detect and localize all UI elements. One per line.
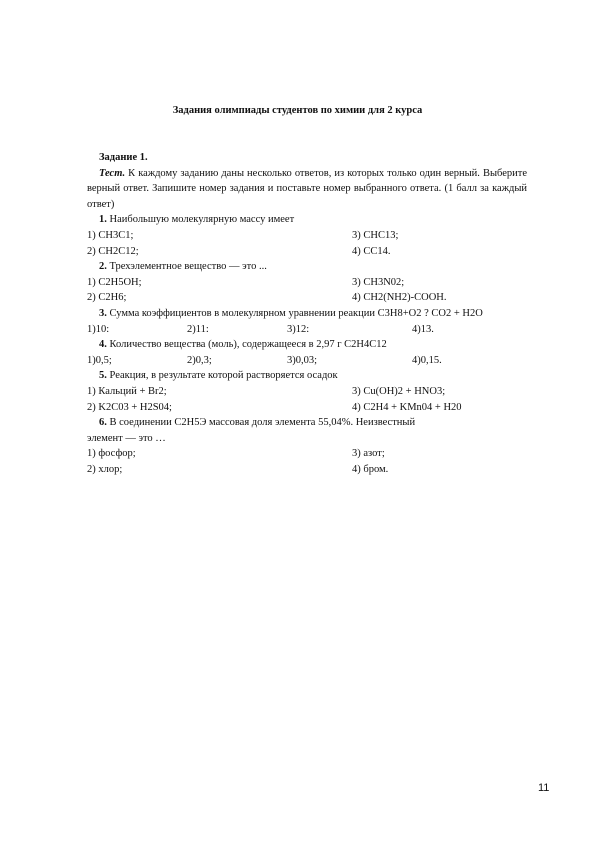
- answer-option: 2) CH2C12;: [87, 245, 139, 257]
- answer-option: 3) CH3N02;: [352, 276, 405, 288]
- answer-row: [87, 244, 527, 260]
- question-6: [87, 415, 527, 431]
- answer-row: [87, 446, 527, 462]
- answer-option: 2)11:: [187, 323, 209, 335]
- answer-row: [87, 322, 527, 338]
- answer-option: 3) азот;: [352, 448, 385, 460]
- intro-lead: Тест.: [99, 167, 126, 179]
- question-1: [87, 212, 527, 228]
- question-number: 5.: [99, 370, 107, 382]
- answer-option: 4) бром.: [352, 463, 389, 475]
- task-intro: [87, 166, 527, 213]
- answer-row: [87, 275, 527, 291]
- answer-row: [87, 228, 527, 244]
- answer-row: [87, 462, 527, 478]
- answer-option: 4)0,15.: [412, 354, 442, 366]
- answer-option: 1) фосфор;: [87, 448, 136, 460]
- answer-option: 2) хлор;: [87, 463, 123, 475]
- question-4: [87, 337, 527, 353]
- answer-option: 1)0,5;: [87, 354, 112, 366]
- answer-option: 2)0,3;: [187, 354, 212, 366]
- answer-option: 3) CHC13;: [352, 229, 399, 241]
- answer-row: [87, 384, 527, 400]
- question-number: 1.: [99, 214, 107, 226]
- question-number: 4.: [99, 339, 107, 351]
- answer-row: [87, 353, 527, 369]
- answer-row: [87, 290, 527, 306]
- answer-option: 4)13.: [412, 323, 434, 335]
- question-text: Сумма коэффициентов в молекулярном уравнении реакции C3H8+O2 ? CO2 + H2O: [106, 307, 483, 319]
- question-text-continued: элемент — это …: [87, 432, 166, 444]
- answer-option: 4) CH2(NH2)-COOH.: [352, 292, 447, 304]
- document-body: [87, 150, 527, 477]
- question-2: [87, 259, 527, 275]
- question-number: 2.: [99, 261, 107, 273]
- answer-option: 3)12:: [287, 323, 310, 335]
- question-text: Наибольшую молекулярную массу имеет: [106, 214, 295, 226]
- answer-option: 1) CH3C1;: [87, 229, 134, 241]
- answer-option: 3)0,03;: [287, 354, 318, 366]
- answer-option: 1) Кальций + Br2;: [87, 385, 167, 397]
- answer-option: 2) C2H6;: [87, 292, 127, 304]
- task-heading: Задание 1.: [99, 152, 148, 163]
- answer-row: [87, 400, 527, 416]
- question-5: [87, 368, 527, 384]
- answer-option: 4) CC14.: [352, 245, 391, 257]
- answer-option: 2) K2C03 + H2S04;: [87, 401, 172, 413]
- question-text: Трехэлементное вещество — это ...: [106, 261, 267, 273]
- question-number: 6.: [99, 417, 107, 429]
- question-number: 3.: [99, 307, 107, 319]
- question-text: Реакция, в результате которой растворяется осадок: [106, 370, 338, 382]
- intro-text: К каждому заданию даны несколько ответов, из которых только один верный. Выберите верный ответ. Запишите номер задания и поставьте номер выбранного ответа. (1 балл за каждый ответ): [87, 167, 527, 210]
- answer-option: 4) C2H4 + KMn04 + H20: [352, 401, 462, 413]
- question-text: В соединении C2H5Э массовая доля элемента 55,04%. Неизвестный: [106, 417, 416, 429]
- answer-option: 3) Cu(OH)2 + HNO3;: [352, 385, 446, 397]
- document-title: Задания олимпиады студентов по химии для 2 курса: [172, 105, 423, 116]
- answer-option: 1)10:: [87, 323, 110, 335]
- question-3: [87, 306, 527, 322]
- answer-option: 1) C2H5OH;: [87, 276, 142, 288]
- page-number: 11: [538, 782, 550, 794]
- question-text: Количество вещества (моль), содержащееся в 2,97 г C2H4C12: [106, 339, 387, 351]
